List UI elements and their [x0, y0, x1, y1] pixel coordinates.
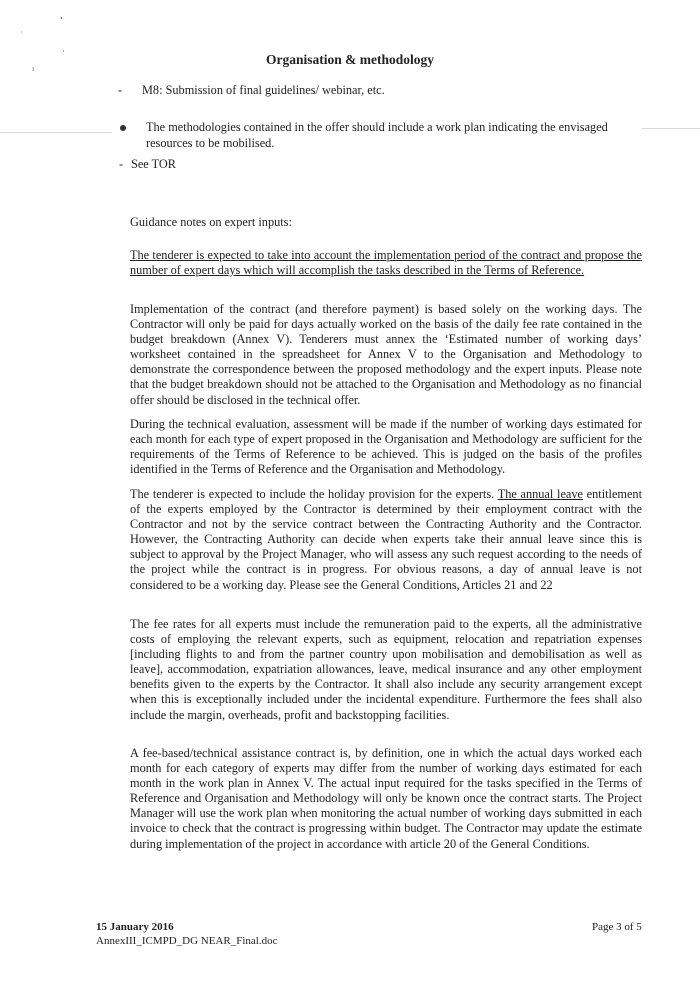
scan-mark: ı — [32, 64, 35, 73]
bullet-text-line1: The methodologies contained in the offer should include a work plan indicating the envisaged — [146, 120, 608, 134]
list-item-m8: M8: Submission of final guidelines/ webinar, etc. — [142, 83, 385, 97]
footer-date: 15 January 2016 — [96, 921, 174, 933]
annual-leave-underline: The annual leave — [497, 487, 583, 501]
footer-filename: AnnexIII_ICMPD_DG NEAR_Final.doc — [96, 935, 278, 947]
page-title: Organisation & methodology — [265, 52, 434, 67]
paragraph-5: The fee rates for all experts must include the remuneration paid to the experts, all the administrative costs of employing the relevant experts, such as equipment, relocation and repatriation expenses [including flights to and from the partner country upon mobilisation and demobilisation as well as leave], accommodation, expatriation allowances, leave, medical insurance and any other employment benefits given to the experts by the Contractor. It shall also include any security arrangement except when this is exceptionally included under the incidental expenditure. Furthermore the fees shall also include the margin, overheads, profit and backstopping facilities. — [130, 617, 642, 722]
footer-left — [96, 920, 277, 948]
dash-marker: - — [119, 157, 124, 171]
paragraph-6: A fee-based/technical assistance contract is, by definition, one in which the actual days worked each month for each category of experts may differ from the number of working days estimated for each month in the work plan in Annex V. The actual input required for the tasks specified in the Terms of Reference and Organisation and Methodology will only be known once the contract starts. The Project Manager will use the work plan when monitoring the actual number of working days submitted in each invoice to check that the contract is progressing within budget. The Contractor may update the estimate during implementation of the project in accordance with article 20 of the General Conditions. — [130, 746, 642, 851]
scan-rule — [0, 132, 112, 133]
dash-marker: - — [118, 83, 123, 97]
paragraph-2: Implementation of the contract (and therefore payment) is based solely on the working days. The Contractor will only be paid for days actually worked on the basis of the daily fee rate contained in the budget breakdown (Annex V). Tenderers must annex the ‘Estimated number of working days’ worksheet contained in the spreadsheet for Annex V to the Organisation and Methodology to demonstrate the correspondence between the proposed methodology and the expert inputs. Please note that the budget breakdown should not be attached to the Organisation and Methodology as no financial offer should be disclosed in the technical offer. — [130, 302, 642, 407]
scan-mark: · — [20, 28, 23, 37]
bullet-icon — [120, 125, 126, 131]
list-item-see-tor: See TOR — [131, 157, 176, 171]
guidance-heading: Guidance notes on expert inputs: — [130, 215, 292, 229]
scan-mark: • — [60, 14, 63, 23]
scan-mark: › — [62, 46, 65, 55]
paragraph-3: During the technical evaluation, assessment will be made if the number of working days estimated for each month for each type of expert proposed in the Organisation and Methodology are sufficient for the requirements of the Terms of Reference to be achieved. This is judged on the basis of the profiles identified in the Terms of Reference and the Organisation and Methodology. — [130, 417, 642, 477]
scan-rule — [642, 128, 700, 129]
footer-page-number: Page 3 of 5 — [592, 921, 642, 933]
bullet-text-line2: resources to be mobilised. — [146, 136, 275, 150]
paragraph-4: The tenderer is expected to include the holiday provision for the experts. The annual leave entitlement of the experts employed by the Contractor is determined by their employment contract with the Contractor and not by the service contract between the Contracting Authority and the Contractor. However, the Contracting Authority can decide when experts take their annual leave since this is subject to approval by the Project Manager, who will assess any such request according to the needs of the project while the contract is in progress. For obvious reasons, a day of annual leave is not considered to be a working day. Please see the General Conditions, Articles 21 and 22 — [130, 487, 642, 592]
paragraph-1: The tenderer is expected to take into account the implementation period of the contract and propose the number of expert days which will accomplish the tasks described in the Terms of Reference. — [130, 248, 642, 278]
